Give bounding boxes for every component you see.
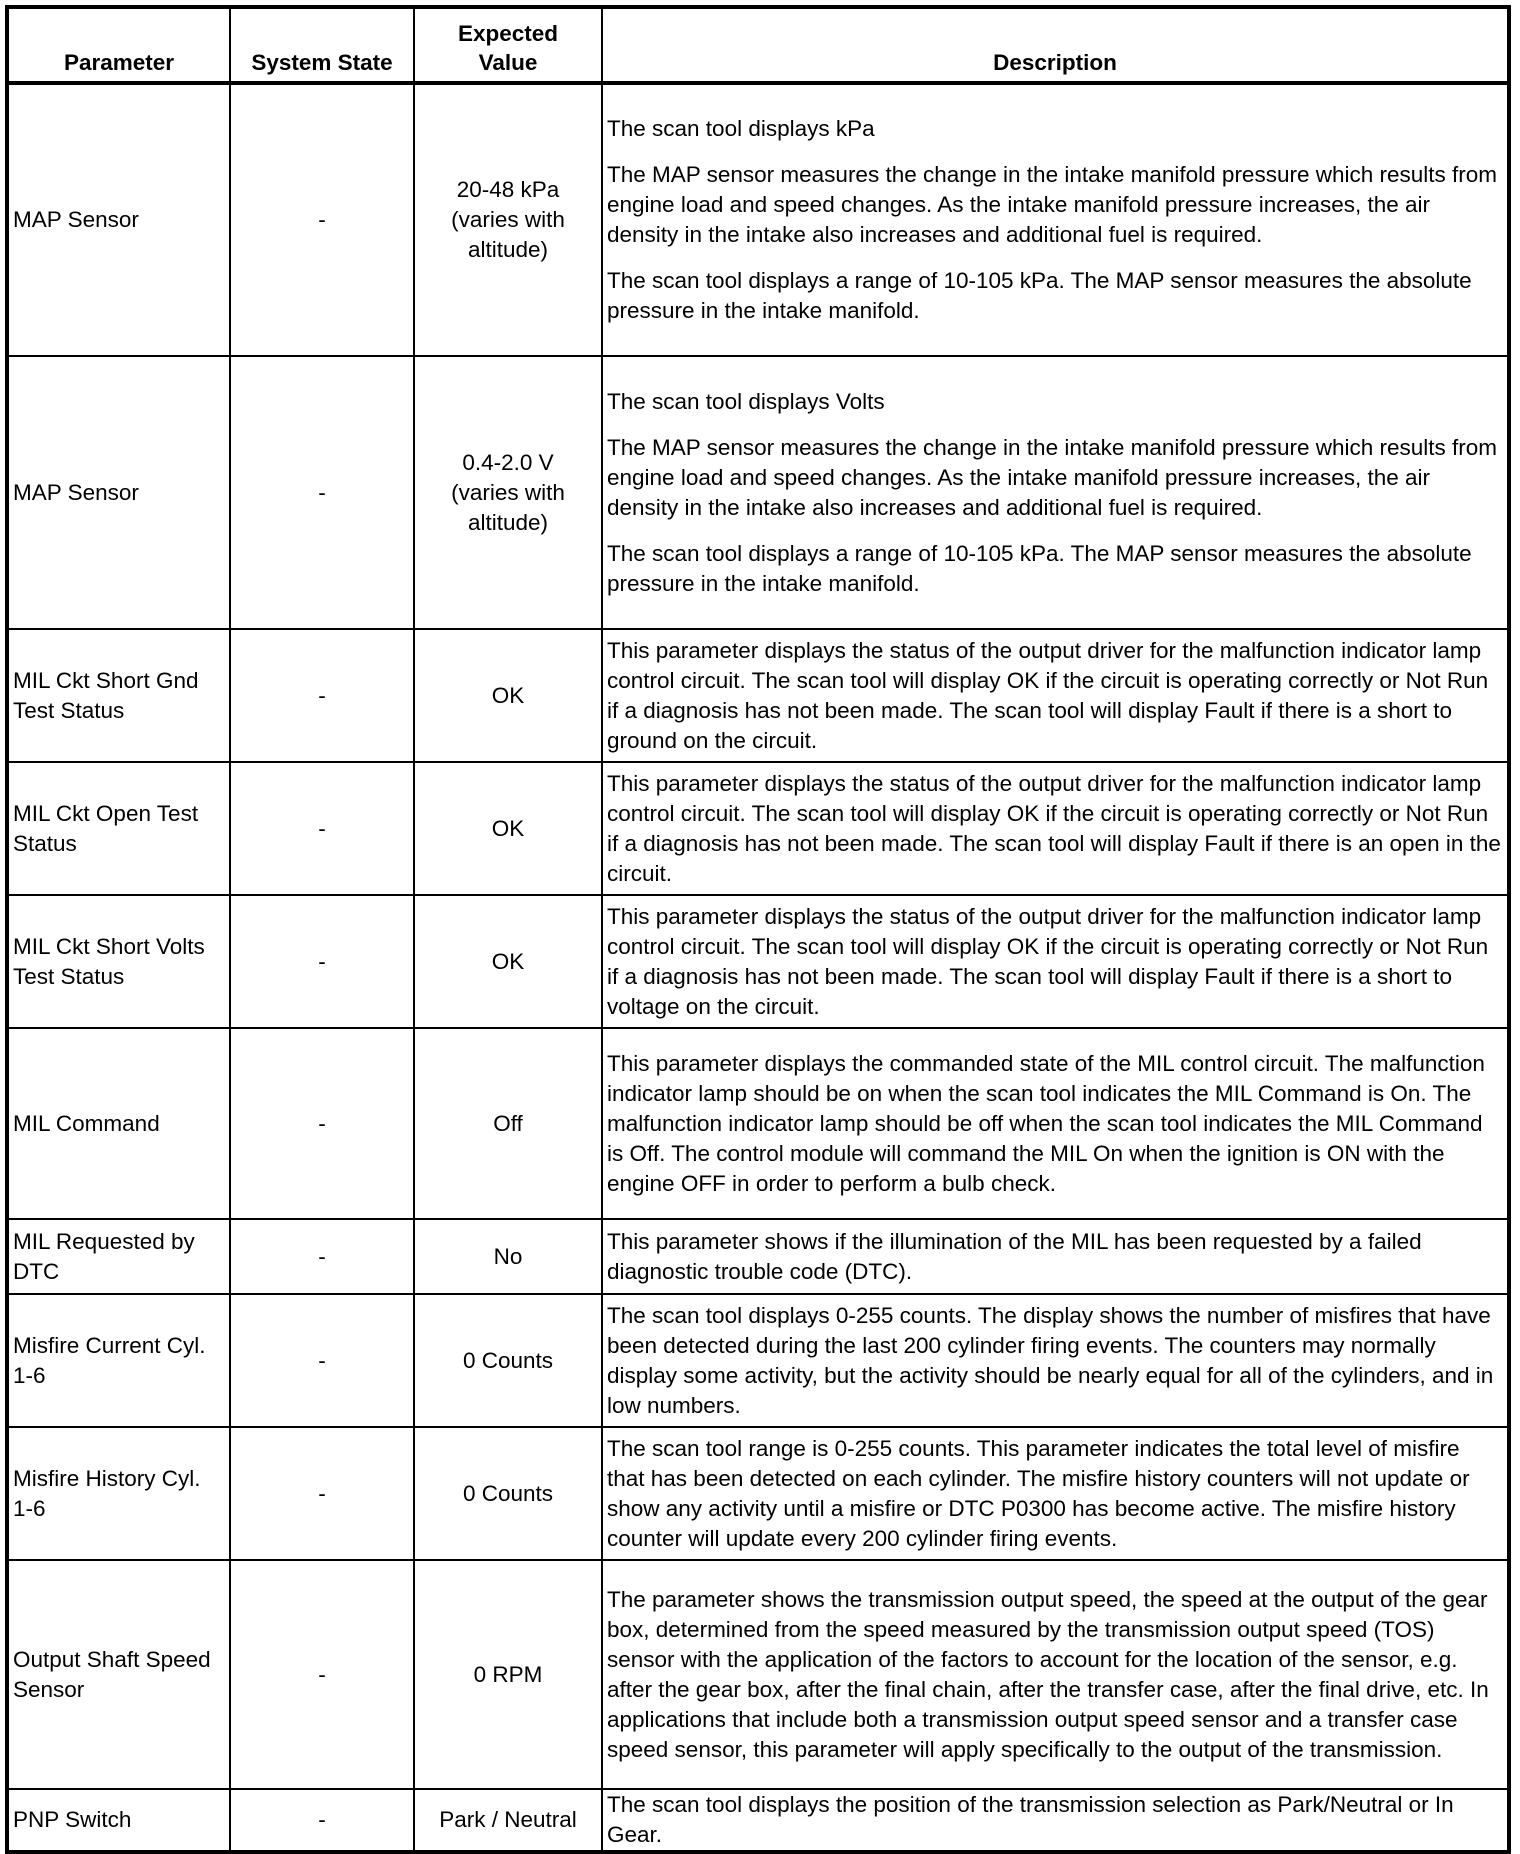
system-state-cell: - xyxy=(230,629,414,762)
parameter-cell: MIL Ckt Open Test Status xyxy=(7,762,230,895)
table-row xyxy=(7,1560,1509,1789)
expected-value-line: OK xyxy=(491,948,525,974)
table-row xyxy=(7,1427,1509,1560)
description-paragraph: The scan tool displays Volts xyxy=(607,388,885,414)
expected-value-cell xyxy=(414,1028,602,1219)
table-row xyxy=(7,895,1509,1028)
expected-value-line: 0 RPM xyxy=(473,1661,543,1687)
system-state-cell: - xyxy=(230,1294,414,1427)
table-row xyxy=(7,1219,1509,1294)
description-cell xyxy=(602,629,1509,762)
expected-value-line: 0.4-2.0 V xyxy=(462,449,554,475)
parameter-cell: Output Shaft Speed Sensor xyxy=(7,1560,230,1789)
expected-value-line: 0 Counts xyxy=(462,1480,554,1506)
description-paragraph: The scan tool displays 0-255 counts. The display shows the number of misfires that have been detected during the last 200 cylinder firing events. The counters may normally display some activity, but the activity should be nearly equal for all of the cylinders, and in low numbers. xyxy=(607,1302,1494,1418)
header-row xyxy=(7,7,1509,83)
parameter-cell: MIL Requested by DTC xyxy=(7,1219,230,1294)
table-row xyxy=(7,1028,1509,1219)
parameter-cell: PNP Switch xyxy=(7,1789,230,1852)
system-state-cell: - xyxy=(230,83,414,356)
description-paragraph: The MAP sensor measures the change in the intake manifold pressure which results from engine load and speed changes. As the intake manifold pressure increases, the air density in the intake also increases and additional fuel is required. xyxy=(607,434,1498,520)
expected-value-cell xyxy=(414,1427,602,1560)
parameter-cell: MIL Ckt Short Gnd Test Status xyxy=(7,629,230,762)
parameter-table xyxy=(5,5,1511,1854)
parameter-cell: MAP Sensor xyxy=(7,83,230,356)
system-state-cell: - xyxy=(230,1560,414,1789)
parameter-cell: Misfire History Cyl. 1-6 xyxy=(7,1427,230,1560)
expected-value-line: 20-48 kPa xyxy=(456,177,560,202)
description-paragraph: This parameter shows if the illumination of the MIL has been requested by a failed diagnostic trouble code (DTC). xyxy=(607,1228,1422,1284)
expected-value-line: Park / Neutral xyxy=(439,1807,577,1832)
system-state-cell: - xyxy=(230,356,414,629)
expected-value-cell xyxy=(414,1294,602,1427)
header-parameter: Parameter xyxy=(7,7,230,83)
system-state-cell: - xyxy=(230,895,414,1028)
description-paragraph: The scan tool displays the position of the transmission selection as Park/Neutral or In Gear. xyxy=(607,1792,1454,1847)
description-cell xyxy=(602,1789,1509,1852)
expected-value-cell xyxy=(414,1789,602,1852)
parameter-cell: Misfire Current Cyl. 1-6 xyxy=(7,1294,230,1427)
system-state-cell: - xyxy=(230,1219,414,1294)
description-cell xyxy=(602,1560,1509,1789)
expected-value-cell xyxy=(414,83,602,356)
system-state-cell: - xyxy=(230,1028,414,1219)
system-state-cell: - xyxy=(230,762,414,895)
description-cell xyxy=(602,83,1509,356)
header-system-state: System State xyxy=(230,7,414,83)
table-row xyxy=(7,356,1509,629)
description-paragraph: This parameter displays the status of the output driver for the malfunction indicator lamp control circuit. The scan tool will display OK if the circuit is operating correctly or Not Run if a diagnosis has not been made. The scan tool will display Fault if there is an open in the circuit. xyxy=(607,770,1501,886)
table-row xyxy=(7,83,1509,356)
table-row xyxy=(7,1789,1509,1852)
expected-value-cell xyxy=(414,1560,602,1789)
header-expected-value xyxy=(414,7,602,83)
description-paragraph: The scan tool displays a range of 10-105 kPa. The MAP sensor measures the absolute pressure in the intake manifold. xyxy=(607,268,1472,323)
header-expected-value-line1: Expected xyxy=(457,21,559,46)
description-cell xyxy=(602,356,1509,629)
parameter-cell: MIL Ckt Short Volts Test Status xyxy=(7,895,230,1028)
expected-value-line: OK xyxy=(491,682,525,708)
header-description: Description xyxy=(602,7,1509,83)
system-state-cell: - xyxy=(230,1789,414,1852)
expected-value-line: altitude) xyxy=(467,509,549,535)
expected-value-cell xyxy=(414,895,602,1028)
table-row xyxy=(7,629,1509,762)
expected-value-line: (varies with xyxy=(451,479,565,505)
description-paragraph: The scan tool range is 0-255 counts. This parameter indicates the total level of misfire that has been detected on each cylinder. The misfire history counters will not update or show any activity until a misfire or DTC P0300 has become active. The misfire history counter will update every 200 cylinder firing events. xyxy=(607,1435,1470,1551)
expected-value-line: (varies with xyxy=(451,207,565,232)
expected-value-cell xyxy=(414,629,602,762)
expected-value-cell xyxy=(414,1219,602,1294)
header-expected-value-line2: Value xyxy=(478,50,538,75)
table-row xyxy=(7,762,1509,895)
description-paragraph: This parameter displays the status of the output driver for the malfunction indicator lamp control circuit. The scan tool will display OK if the circuit is operating correctly or Not Run if a diagnosis has not been made. The scan tool will display Fault if there is a short to voltage on the circuit. xyxy=(607,903,1489,1019)
description-cell xyxy=(602,1219,1509,1294)
expected-value-line: Off xyxy=(493,1110,523,1136)
description-paragraph: The parameter shows the transmission output speed, the speed at the output of the gear box, determined from the speed measured by the transmission output speed (TOS) sensor with the application of the factors to account for the location of the sensor, e.g. after the gear box, after the final chain, after the transfer case, after the final drive, etc. In applications that include both a transmission output speed sensor and a transfer case speed sensor, this parameter will apply specifically to the output of the transmission. xyxy=(607,1586,1489,1762)
description-cell xyxy=(602,1427,1509,1560)
expected-value-line: 0 Counts xyxy=(462,1347,554,1373)
description-paragraph: This parameter displays the commanded state of the MIL control circuit. The malfunction indicator lamp should be on when the scan tool indicates the MIL Command is On. The malfunction indicator lamp should be off when the scan tool indicates the MIL Command is Off. The control module will command the MIL On when the ignition is ON with the engine OFF in order to perform a bulb check. xyxy=(607,1050,1485,1196)
description-cell xyxy=(602,1294,1509,1427)
expected-value-line: No xyxy=(493,1243,523,1269)
parameter-cell: MAP Sensor xyxy=(7,356,230,629)
description-cell xyxy=(602,762,1509,895)
expected-value-cell xyxy=(414,762,602,895)
description-paragraph: The MAP sensor measures the change in the intake manifold pressure which results from engine load and speed changes. As the intake manifold pressure increases, the air density in the intake also increases and additional fuel is required. xyxy=(607,162,1498,247)
expected-value-line: altitude) xyxy=(467,237,549,262)
table-body xyxy=(7,83,1509,1852)
description-cell xyxy=(602,1028,1509,1219)
description-paragraph: The scan tool displays kPa xyxy=(607,116,875,141)
parameter-cell: MIL Command xyxy=(7,1028,230,1219)
description-paragraph: This parameter displays the status of the output driver for the malfunction indicator lamp control circuit. The scan tool will display OK if the circuit is operating correctly or Not Run if a diagnosis has not been made. The scan tool will display Fault if there is a short to ground on the circuit. xyxy=(607,637,1489,753)
description-cell xyxy=(602,895,1509,1028)
expected-value-cell xyxy=(414,356,602,629)
system-state-cell: - xyxy=(230,1427,414,1560)
description-paragraph: The scan tool displays a range of 10-105 kPa. The MAP sensor measures the absolute pressure in the intake manifold. xyxy=(607,540,1472,596)
expected-value-line: OK xyxy=(491,815,525,841)
table-row xyxy=(7,1294,1509,1427)
